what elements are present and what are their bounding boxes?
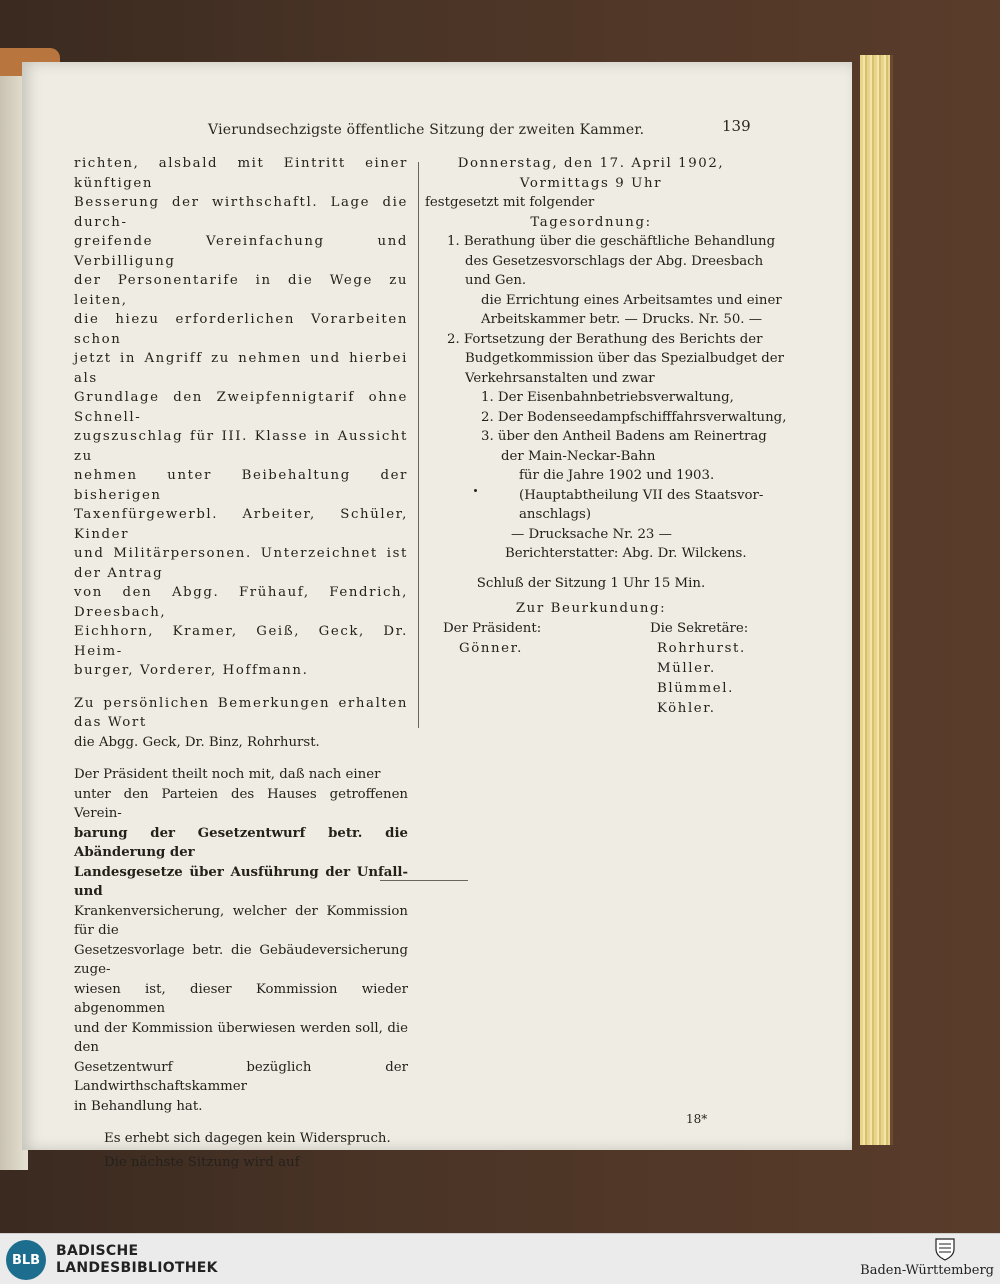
left-para-5: Die nächste Sitzung wird auf: [104, 1154, 300, 1170]
certification-title: Zur Beurkundung:: [515, 601, 667, 616]
library-footer: [0, 1233, 1000, 1284]
secretary-name: Rohrhurst.: [657, 640, 746, 656]
left-para-2: Zu persönlichen Bemerkungen erhalten das Wort die Abgg. Geck, Dr. Binz, Rohrhurst.: [74, 695, 408, 750]
left-column: [74, 154, 408, 1172]
left-para-1: richten, alsbald mit Eintritt einer künftigen Besserung der wirthschaftl. Lage die durch- greifende Vereinfachung und Verbilligung der Personentarife in die Wege zu leiten, die hiezu erforderlichen Vorarbeiten schon jetzt in Angriff zu nehmen und hierbei als Grundlage den Zweipfennigtarif ohne Schnell- zugszuschlag für III. Klasse in Aussicht zu nehmen unter Beibehaltung der bisherigen Taxenfürgewerbl. Arbeiter, Schüler, Kinder und Militärpersonen. Unterzeichnet ist der Antrag von den Abgg. Frühauf, Fendrich, Dreesbach, Eichhorn, Kramer, Geiß, Geck, Dr. Heim- burger, Vorderer, Hoffmann.: [74, 156, 408, 678]
agenda-item-1: 1. Berathung über die geschäftliche Behandlung des Gesetzesvorschlags der Abg. Dreesbach und Gen. die Errichtung eines Arbeitsamtes und einer Arbeitskammer betr. — Drucks. Nr. 50. —: [447, 234, 782, 327]
president-name: Gönner.: [459, 640, 523, 656]
session-time: Vormittags 9 Uhr: [519, 175, 663, 191]
page-header: Vierundsechzigste öffentliche Sitzung der zweiten Kammer.: [208, 122, 645, 138]
signature-mark: 18*: [686, 1112, 708, 1126]
session-closing: Schluß der Sitzung 1 Uhr 15 Min.: [476, 575, 706, 591]
end-rule: [380, 880, 468, 881]
right-column: [425, 154, 787, 716]
blb-logo-icon: BLB: [6, 1240, 46, 1280]
agenda-title: Tagesordnung:: [530, 214, 652, 230]
library-name-line1: BADISCHE: [56, 1243, 139, 1259]
page-number: 139: [722, 117, 751, 135]
region-label: Baden-Württemberg: [860, 1263, 994, 1278]
session-date: Donnerstag, den 17. April 1902,: [457, 156, 725, 171]
library-name-line2: LANDESBIBLIOTHEK: [56, 1260, 218, 1276]
president-label: Der Präsident:: [443, 620, 542, 636]
agenda-item-2: 2. Fortsetzung der Berathung des Berichts der Budgetkommission über das Spezialbudget der Verkehrsanstalten und zwar: [447, 331, 785, 386]
column-divider: [418, 162, 419, 728]
left-para-4: Es erhebt sich dagegen kein Widerspruch.: [104, 1131, 391, 1146]
book-edge: [860, 55, 893, 1145]
agenda-subitems: 1. Der Eisenbahnbetriebsverwaltung, 2. Der Bodenseedampfschifffahrsverwaltung, 3. über den Antheil Badens am Reinertrag der Main-Neckar-Bahn für die Jahre 1902 und 1903. (Hauptabtheilung VII des Staatsvor- anschlags) — Drucksache Nr. 23 — Berichterstatter: Abg. Dr. Wilckens.: [481, 390, 787, 561]
set-line: festgesetzt mit folgender: [425, 195, 595, 210]
left-para-3: Der Präsident theilt noch mit, daß nach einer unter den Parteien des Hauses getroffenen Verein- barung der Gesetzentwurf betr. die Abänderung der Landesgesetze über Ausführung der Unfall- und Krankenversicherung, welcher der Kommission für die Gesetzesvorlage betr. die Gebäudeversicherung zuge- wiesen ist, dieser Kommission wieder abgenommen und der Kommission überwiesen werden soll, die den Gesetzentwurf bezüglich der Landwirthschaftskammer in Behandlung hat.: [74, 767, 408, 1114]
secretaries-label: Die Sekretäre:: [650, 620, 749, 636]
coat-of-arms-icon: [934, 1237, 956, 1261]
secretary-name: Köhler.: [657, 700, 716, 716]
secretary-name: Blümmel.: [657, 680, 734, 696]
signatures: [425, 619, 757, 716]
ink-dot: [474, 489, 477, 492]
secretary-name: Müller.: [657, 660, 716, 676]
